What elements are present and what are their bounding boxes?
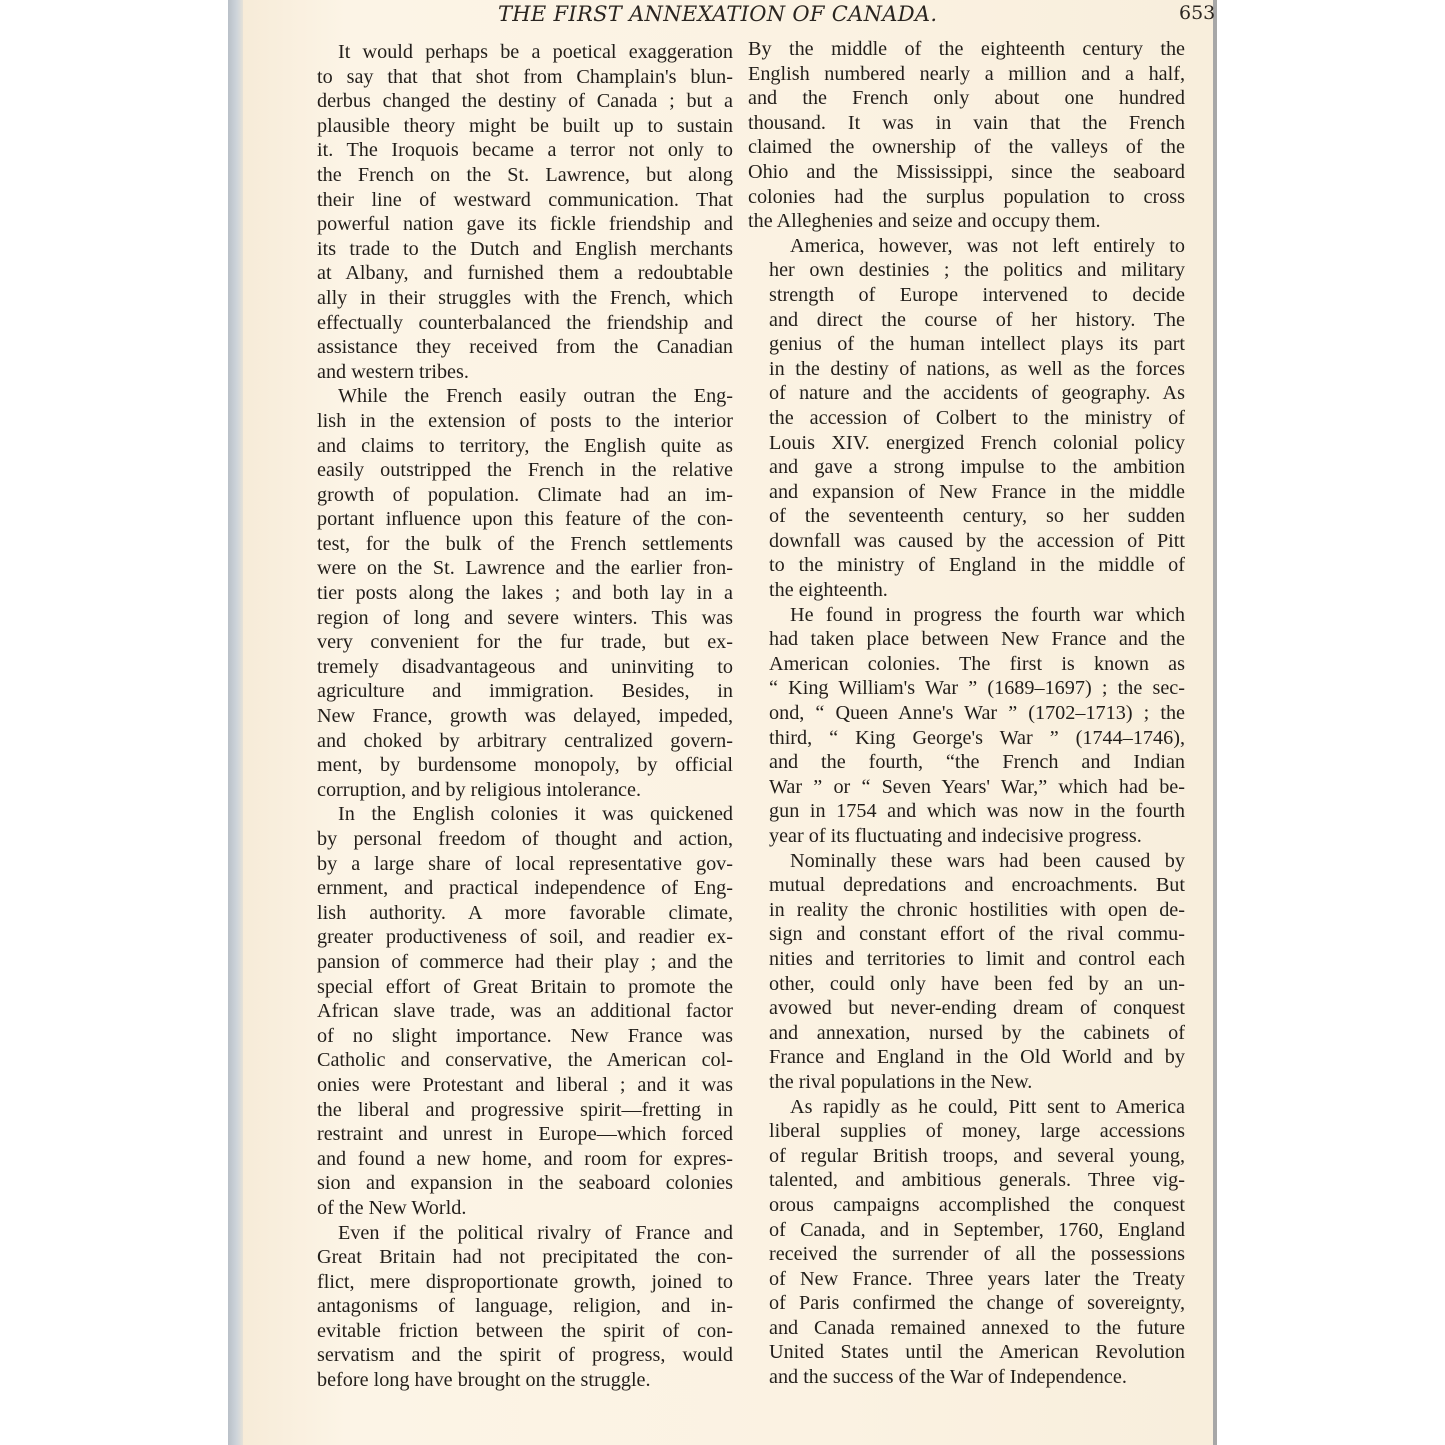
text-line: and Canada remained annexed to the future [769,1316,1185,1339]
text-line: downfall was caused by the accession of Pitt [769,529,1185,552]
text-line: and found a new home, and room for expres- [317,1147,733,1170]
running-head [228,0,1216,32]
text-line: talented, and ambitious generals. Three vig- [769,1169,1185,1192]
text-line: tremely disadvantageous and uninviting to [317,655,733,678]
text-line: liberal supplies of money, large accessions [769,1120,1185,1143]
text-line: its trade to the Dutch and English merchants [317,237,733,260]
text-line: and annexation, nursed by the cabinets of [769,1021,1185,1044]
text-line: portant influence upon this feature of the con- [317,508,733,531]
text-line: by personal freedom of thought and action, [317,828,733,850]
page-number: 653 [1179,2,1216,24]
text-line: her own destinies ; the politics and military [769,259,1185,282]
text-line: servatism and the spirit of progress, would [317,1344,733,1367]
text-line: Great Britain had not precipitated the con- [317,1246,733,1269]
text-line: and direct the course of her history. The [769,308,1185,331]
text-line: United States until the American Revolution [769,1341,1185,1364]
text-line: colonies had the surplus population to cross [748,185,1185,208]
text-line: were on the St. Lawrence and the earlier fron- [317,557,733,580]
text-line: had taken place between New France and the [769,628,1185,651]
text-line: and choked by arbitrary centralized govern- [317,729,733,752]
text-line: English numbered nearly a million and a half, [748,62,1185,85]
text-line: Catholic and conservative, the American col- [317,1049,733,1072]
text-line: American colonies. The first is known as [769,652,1185,675]
text-line: their line of westward communication. That [317,188,733,211]
text-line: Louis XIV. energized French colonial policy [769,431,1185,454]
paragraph [296,802,733,1220]
text-line: derbus changed the destiny of Canada ; but a [317,90,733,113]
text-line: other, could only have been fed by an un- [769,972,1185,995]
text-line: antagonisms of language, religion, and in- [317,1295,733,1318]
text-line: sign and constant effort of the rival commu- [769,923,1185,946]
text-line: By the middle of the eighteenth century the [748,38,1185,60]
text-line: sion and expansion in the seaboard colonies [317,1172,733,1195]
text-line: mutual depredations and encroachments. But [769,874,1185,897]
text-line: of Canada, and in September, 1760, England [769,1218,1185,1241]
text-line: ernment, and practical independence of Eng- [317,877,733,900]
text-line: special effort of Great Britain to promote the [317,975,733,998]
text-line: Ohio and the Mississippi, since the seaboard [748,160,1185,183]
text-line: plausible theory might be built up to sustain [317,114,733,137]
paragraph [748,37,1185,234]
paragraph [296,1221,733,1393]
text-line: claimed the ownership of the valleys of the [748,136,1185,159]
text-line: onies were Protestant and liberal ; and it was [317,1073,733,1096]
text-line: It would perhaps be a poetical exaggeration [338,41,733,63]
text-line: of New France. Three years later the Treaty [769,1267,1185,1290]
text-line: by a large share of local representative gov- [317,852,733,875]
text-line: powerful nation gave its fickle friendship and [317,213,733,236]
text-line: flict, mere disproportionate growth, joined to [317,1270,733,1293]
text-line: test, for the bulk of the French settlements [317,532,733,555]
text-line: in the destiny of nations, as well as the forces [769,357,1185,380]
text-line: in reality the chronic hostilities with open de- [769,898,1185,921]
text-line: assistance they received from the Canadian [317,336,733,359]
paragraph [748,234,1185,603]
text-line: of nature and the accidents of geography. As [769,382,1185,405]
text-line: agriculture and immigration. Besides, in [317,680,733,703]
text-line: Even if the political rivalry of France and [338,1221,733,1244]
text-line: nities and territories to limit and control each [769,947,1185,970]
text-line: of the seventeenth century, so her sudden [769,505,1185,528]
paragraph [748,1095,1185,1390]
text-line: genius of the human intellect plays its part [769,333,1185,356]
text-line: lish in the extension of posts to the interior [317,409,733,432]
text-line: the eighteenth. [769,579,888,602]
text-line: effectually counterbalanced the friendship and [317,311,733,334]
text-line: third, “ King George's War ” (1744–1746), [769,726,1185,749]
page-left-edge [228,0,243,1445]
text-line: pansion of commerce had their play ; and the [317,950,733,973]
paragraph [748,849,1185,1095]
text-line: corruption, and by religious intolerance. [317,778,642,801]
text-line: the rival populations in the New. [769,1070,1033,1093]
text-line: and gave a strong impulse to the ambition [769,456,1185,479]
text-line: African slave trade, was an additional factor [317,1000,733,1023]
text-line: easily outstripped the French in the relative [317,459,733,482]
text-line: it. The Iroquois became a terror not only to [317,139,733,162]
text-line: ally in their struggles with the French, which [317,286,733,309]
text-line: lish authority. A more favorable climate, [317,901,733,924]
text-line: of regular British troops, and several young, [769,1144,1185,1167]
text-line: He found in progress the fourth war which [790,603,1185,626]
page-right-edge [1213,0,1217,1445]
left-column [296,40,733,1393]
text-line: Nominally these wars had been caused by [790,849,1185,872]
text-line: War ” or “ Seven Years' War,” which had be- [769,775,1185,798]
text-line: to the ministry of England in the middle of [769,554,1185,577]
text-line: orous campaigns accomplished the conquest [769,1193,1185,1216]
paragraph [748,603,1185,849]
text-line: of the New World. [317,1196,467,1219]
text-line: France and England in the Old World and by [769,1046,1185,1069]
text-line: gun in 1754 and which was now in the fourth [769,800,1185,823]
text-line: strength of Europe intervened to decide [769,283,1185,306]
text-line: of no slight importance. New France was [317,1024,733,1047]
text-line: As rapidly as he could, Pitt sent to America [790,1095,1185,1118]
text-line: greater productiveness of soil, and readier ex- [317,926,733,949]
text-line: growth of population. Climate had an im- [317,483,733,506]
text-line: the accession of Colbert to the ministry of [769,406,1185,429]
text-line: very convenient for the fur trade, but ex- [317,631,733,654]
text-line: to say that that shot from Champlain's blun- [317,65,733,88]
paragraph [296,40,733,384]
text-line: ond, “ Queen Anne's War ” (1702–1713) ; the [769,702,1185,725]
text-line: at Albany, and furnished them a redoubtable [317,262,733,285]
text-line: tier posts along the lakes ; and both lay in a [317,582,733,605]
text-line: While the French easily outran the Eng- [338,385,733,408]
text-line: and the success of the War of Independence. [769,1366,1127,1389]
text-line: restraint and unrest in Europe—which forced [317,1123,733,1146]
text-line: the Alleghenies and seize and occupy them. [748,210,1101,233]
text-line: year of its fluctuating and indecisive progress. [769,825,1142,847]
text-line: avowed but never-ending dream of conquest [769,997,1185,1020]
text-line: New France, growth was delayed, impeded, [317,705,733,728]
text-line: evitable friction between the spirit of con- [317,1319,733,1342]
text-line: before long have brought on the struggle. [317,1369,651,1392]
text-line: received the surrender of all the possessions [769,1243,1185,1266]
running-title: THE FIRST ANNEXATION OF CANADA. [498,2,938,26]
text-line: the liberal and progressive spirit—fretting in [317,1098,733,1121]
text-line: America, however, was not left entirely to [790,234,1185,257]
text-line: region of long and severe winters. This was [317,606,733,629]
text-line: of Paris confirmed the change of sovereignty, [769,1292,1185,1315]
text-line: and western tribes. [317,360,469,383]
text-line: thousand. It was in vain that the French [748,111,1185,134]
paragraph [296,384,733,802]
right-column [748,37,1185,1390]
text-line: the French on the St. Lawrence, but along [317,163,733,186]
text-line: ment, by burdensome monopoly, by official [317,754,733,777]
text-line: and expansion of New France in the middle [769,480,1185,503]
text-line: and the fourth, “the French and Indian [769,751,1185,774]
text-line: and the French only about one hundred [748,87,1185,110]
text-line: “ King William's War ” (1689–1697) ; the sec- [769,677,1185,700]
text-line: and claims to territory, the English quite as [317,434,733,457]
text-line: In the English colonies it was quickened [338,803,733,826]
